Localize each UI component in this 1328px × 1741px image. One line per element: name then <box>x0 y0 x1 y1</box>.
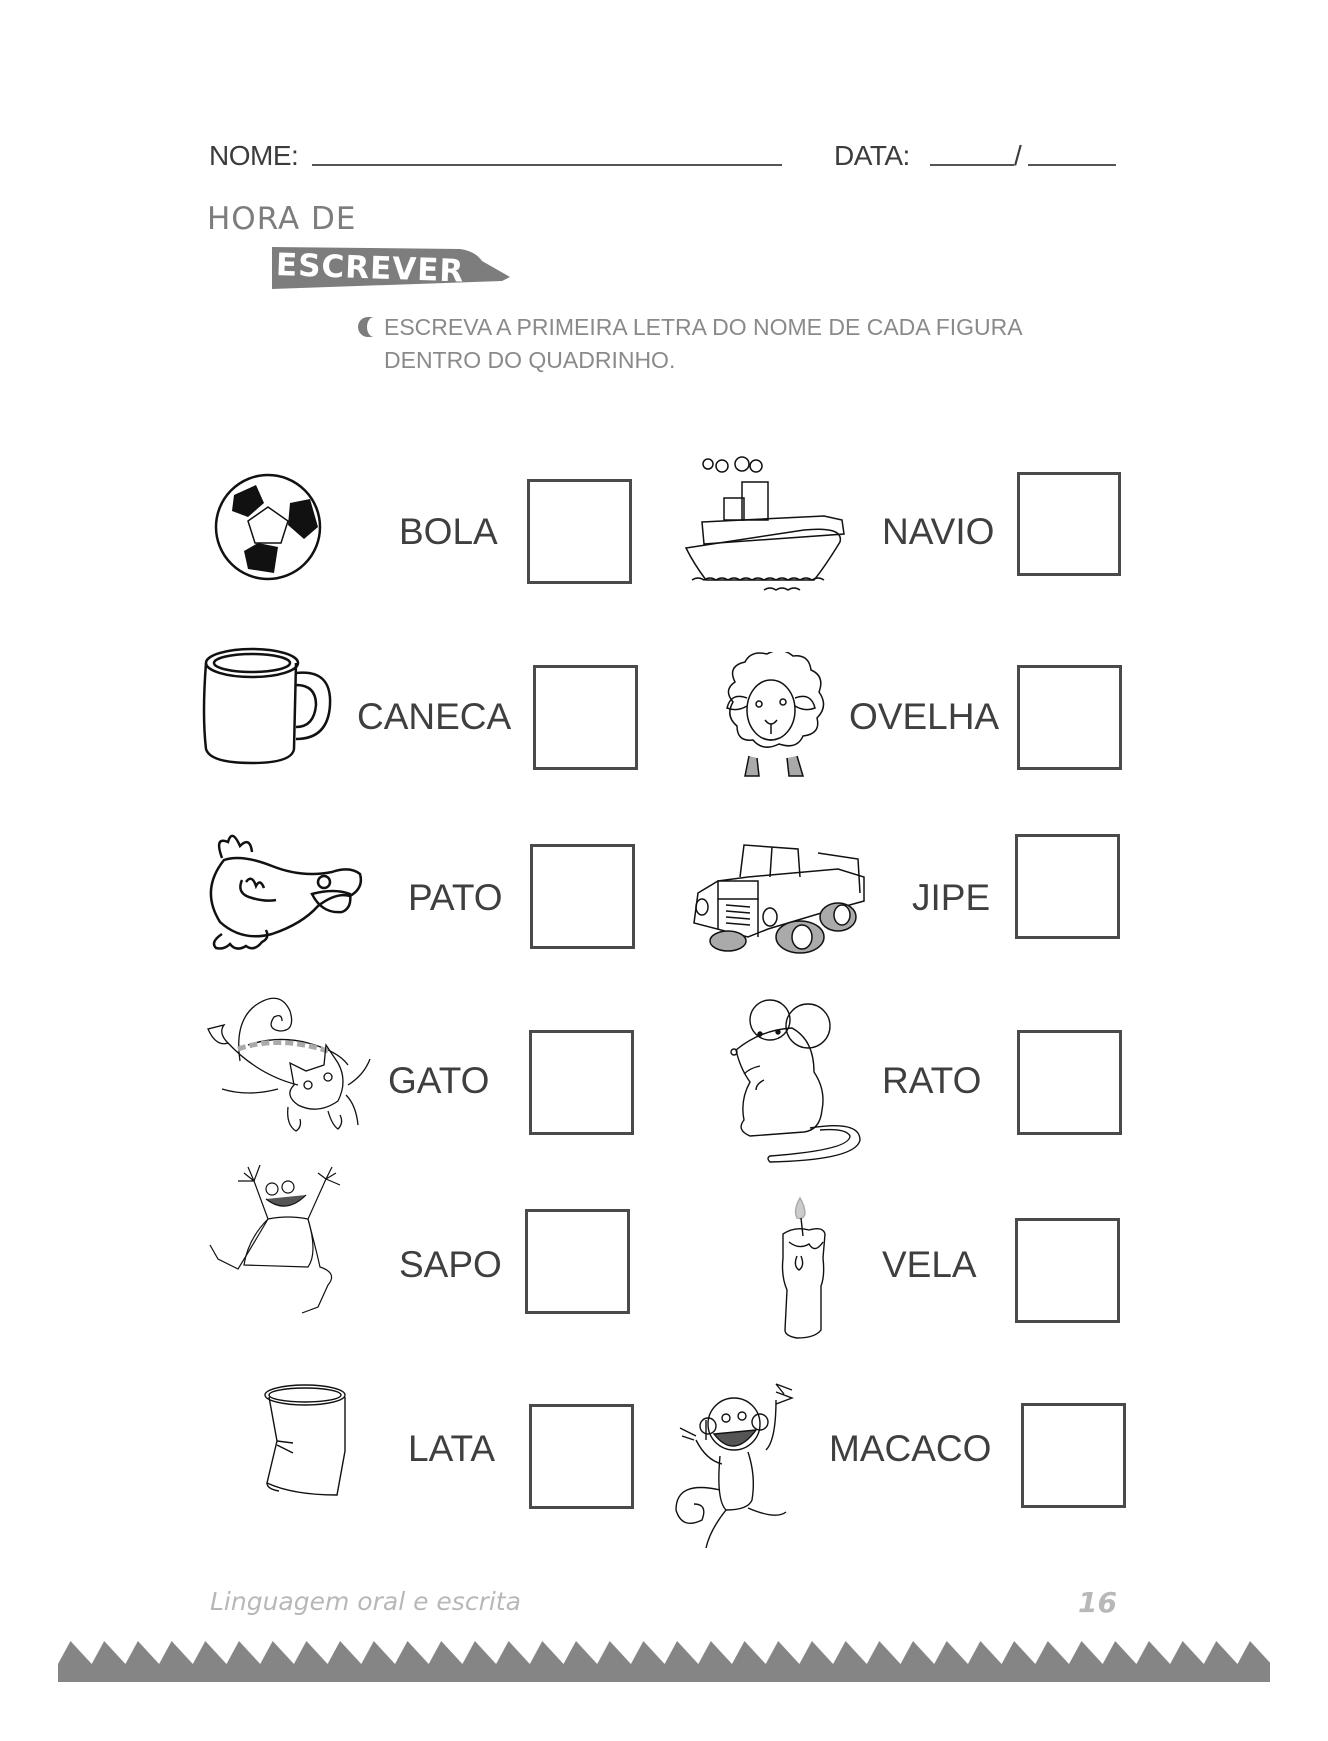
candle-icon <box>775 1196 835 1346</box>
word-label: LATA <box>408 1428 496 1469</box>
cat-icon <box>198 985 373 1150</box>
can-icon <box>263 1381 353 1506</box>
answer-box[interactable] <box>525 1209 630 1314</box>
sheep-icon <box>715 652 830 787</box>
answer-box[interactable] <box>1015 1218 1120 1323</box>
date-separator: / <box>1014 140 1022 171</box>
section-title-line2: ESCREVER <box>275 247 465 290</box>
answer-box[interactable] <box>1017 1030 1122 1135</box>
answer-box[interactable] <box>529 1404 634 1509</box>
page-number: 16 <box>1078 1586 1117 1619</box>
answer-box[interactable] <box>1021 1403 1126 1508</box>
word-label: JIPE <box>912 877 991 918</box>
word-label: VELA <box>882 1244 977 1285</box>
word-label: BOLA <box>399 511 498 552</box>
date-label: DATA: <box>834 140 910 171</box>
answer-box[interactable] <box>533 665 638 770</box>
mug-icon <box>200 645 335 770</box>
duck-icon <box>202 830 382 960</box>
name-line[interactable] <box>312 164 782 166</box>
zigzag-border <box>58 1640 1270 1682</box>
word-label: RATO <box>882 1060 982 1101</box>
word-label: PATO <box>408 877 503 918</box>
frog-icon <box>208 1163 363 1328</box>
mouse-icon <box>730 990 870 1170</box>
instruction-line1: ESCREVA A PRIMEIRA LETRA DO NOME DE CADA FIGURA <box>384 314 1023 340</box>
instruction-bullet-icon <box>354 315 376 344</box>
monkey-icon <box>666 1380 816 1560</box>
soccer-ball-icon <box>214 473 322 586</box>
answer-box[interactable] <box>527 479 632 584</box>
instruction-text <box>384 311 1023 377</box>
word-label: CANECA <box>357 696 512 737</box>
answer-box[interactable] <box>529 1030 634 1135</box>
instruction-line2: DENTRO DO QUADRINHO. <box>384 347 676 373</box>
word-label: MACACO <box>829 1428 992 1469</box>
word-label: SAPO <box>399 1244 502 1285</box>
answer-box[interactable] <box>1017 665 1122 770</box>
answer-box[interactable] <box>1015 834 1120 939</box>
ship-icon <box>684 452 854 597</box>
section-title-banner <box>270 243 510 291</box>
section-title-line1: HORA DE <box>207 201 357 237</box>
answer-box[interactable] <box>530 844 635 949</box>
word-label: OVELHA <box>849 696 1000 737</box>
word-label: GATO <box>388 1060 490 1101</box>
answer-box[interactable] <box>1017 472 1121 576</box>
jeep-icon <box>688 837 868 960</box>
date-month-line[interactable] <box>1028 164 1116 166</box>
word-label: NAVIO <box>882 511 995 552</box>
date-day-line[interactable] <box>930 164 1014 166</box>
name-label: NOME: <box>209 140 299 171</box>
footer-subject: Linguagem oral e escrita <box>210 1587 521 1616</box>
